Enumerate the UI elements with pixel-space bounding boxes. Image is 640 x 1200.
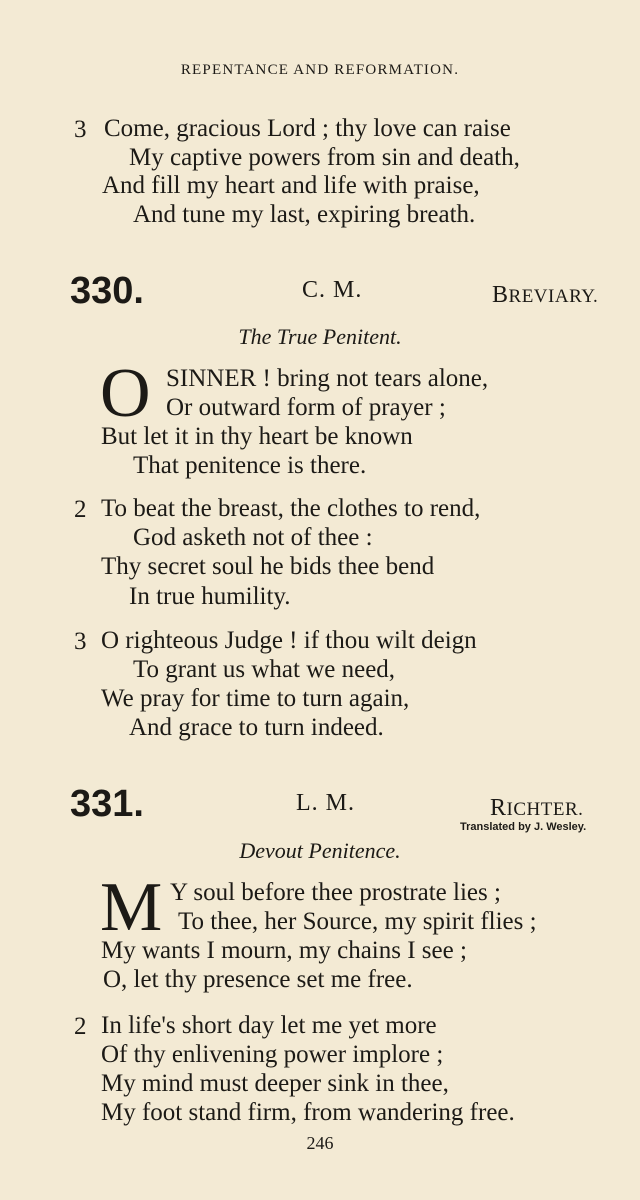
translator-credit: Translated by J. Wesley. (460, 821, 587, 833)
verse-line: My captive powers from sin and death, (129, 144, 520, 171)
running-header: REPENTANCE AND REFORMATION. (180, 62, 460, 78)
verse-line: To thee, her Source, my spirit flies ; (178, 908, 537, 935)
verse-line: My mind must deeper sink in thee, (101, 1070, 449, 1097)
drop-cap: M (100, 869, 163, 946)
hymn-title: The True Penitent. (238, 324, 402, 349)
verse-line: Come, gracious Lord ; thy love can raise (104, 115, 511, 142)
verse-line: Y soul before thee prostrate lies ; (170, 879, 501, 906)
hymn-number: 330. (70, 270, 144, 312)
verse-line: O righteous Judge ! if thou wilt deign (101, 627, 477, 654)
meter-label: C. M. (302, 277, 363, 303)
verse-line: And tune my last, expiring breath. (133, 201, 476, 228)
verse-line: In life's short day let me yet more (101, 1012, 437, 1039)
hymn-title: Devout Penitence. (239, 838, 401, 863)
verse-line: My wants I mourn, my chains I see ; (101, 937, 467, 964)
hymn-number: 331. (70, 783, 144, 825)
verse-line: In true humility. (129, 583, 291, 610)
drop-cap: O (100, 355, 151, 432)
verse-line: My foot stand firm, from wandering free. (101, 1099, 515, 1126)
verse-line: To grant us what we need, (133, 656, 396, 683)
verse-line: Or outward form of prayer ; (166, 394, 446, 421)
stanza-number: 3 (74, 116, 87, 143)
tune-name: RICHTER. (490, 795, 584, 821)
stanza-number: 2 (74, 496, 87, 523)
verse-line: O, let thy presence set me free. (103, 966, 413, 993)
verse-line: SINNER ! bring not tears alone, (166, 365, 489, 392)
verse-line: And fill my heart and life with praise, (102, 172, 480, 199)
meter-label: L. M. (296, 790, 355, 816)
page-number: 246 (306, 1133, 334, 1153)
verse-line: Thy secret soul he bids thee bend (101, 553, 435, 580)
tune-name: BREVIARY. (492, 282, 599, 308)
verse-line: Of thy enlivening power implore ; (101, 1041, 444, 1068)
verse-line: God asketh not of thee : (133, 524, 373, 551)
verse-line: And grace to turn indeed. (129, 714, 384, 741)
stanza-number: 2 (74, 1013, 87, 1040)
verse-line: That penitence is there. (133, 452, 367, 479)
verse-line: But let it in thy heart be known (101, 423, 413, 450)
stanza-number: 3 (74, 628, 87, 655)
verse-line: We pray for time to turn again, (101, 685, 410, 712)
verse-line: To beat the breast, the clothes to rend, (101, 495, 481, 522)
